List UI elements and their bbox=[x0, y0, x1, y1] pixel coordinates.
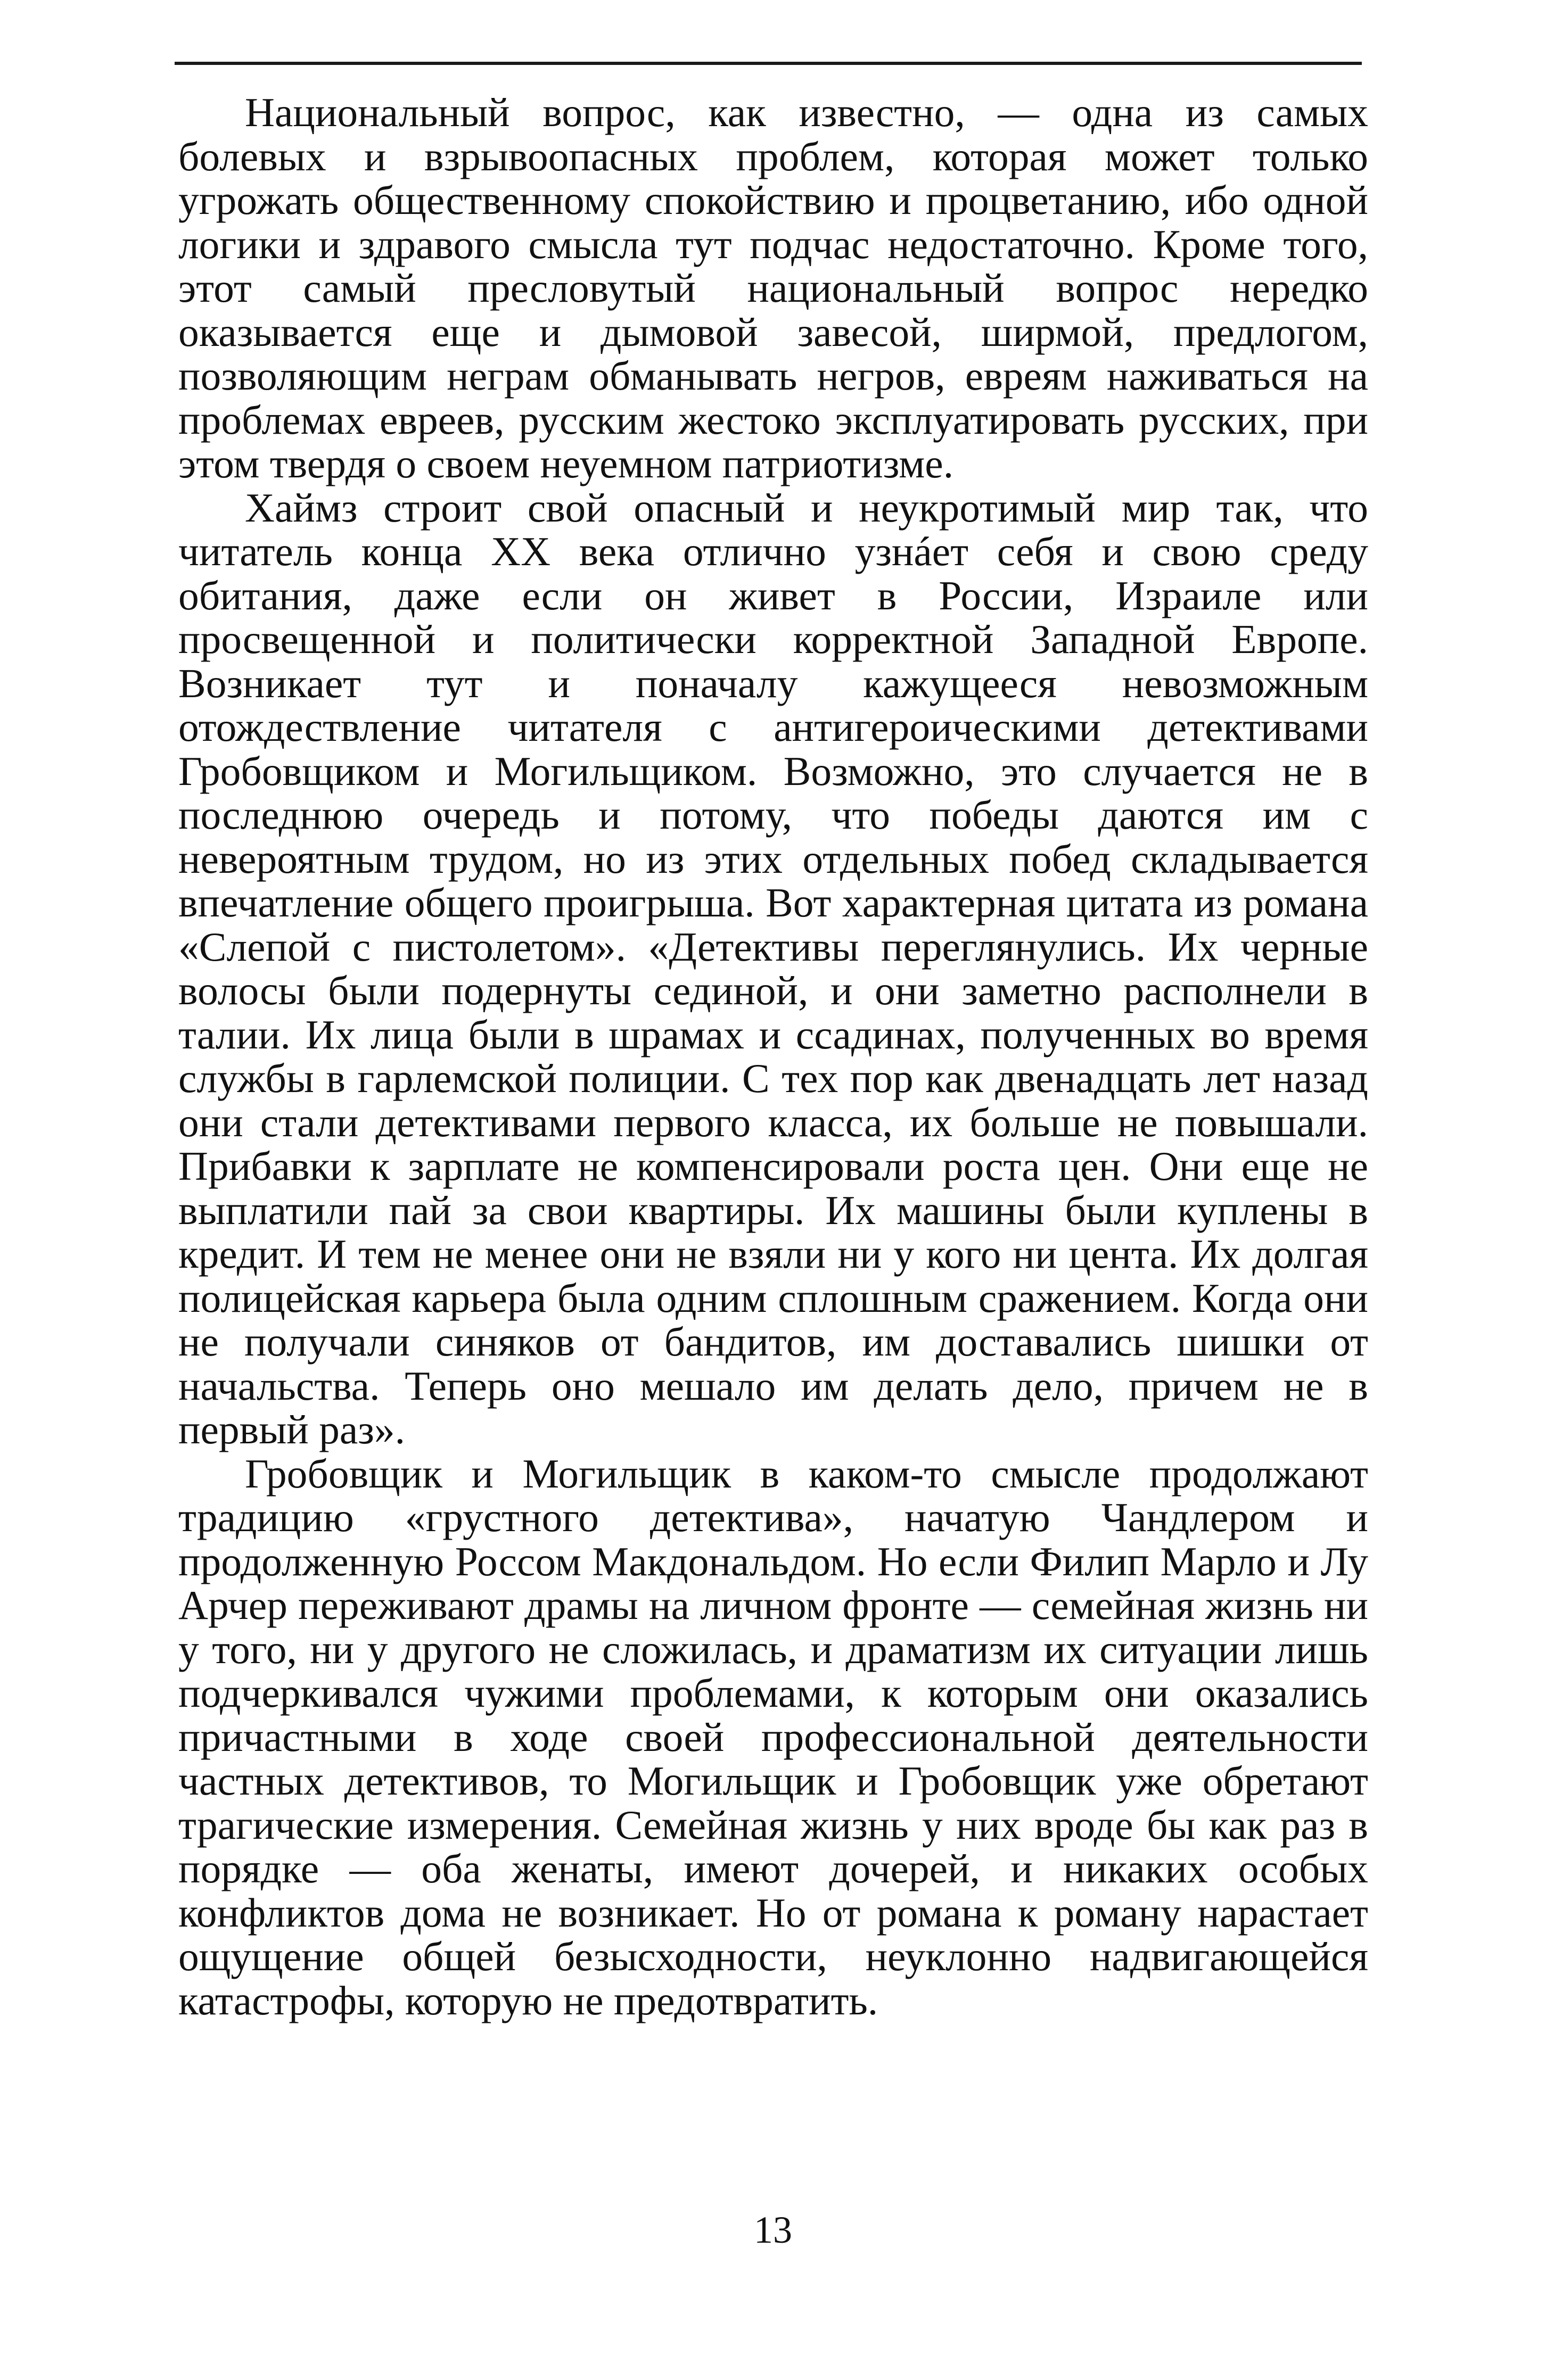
paragraph-1: Национальный вопрос, как известно, — одна из самых болевых и взрывоопасных проблем, которая может только угрожать общественному спокойствию и процветанию, ибо одной логики и здравого смысла тут подчас недостаточно. Кроме того, этот самый пресловутый национальный вопрос нередко оказывается еще и дымовой завесой, ширмой, предлогом, позволяющим неграм обманывать негров, евреям наживаться на проблемах евреев, русским жестоко эксплуатировать русских, при этом твердя о своем неуемном патриотизме. bbox=[178, 89, 1368, 486]
body-text bbox=[178, 90, 1368, 2022]
paragraph-3: Гробовщик и Могильщик в каком-то смысле продолжают традицию «грустного детектива», начатую Чандлером и продолженную Россом Макдональдом. Но если Филип Марло и Лу Арчер переживают драмы на личном фронте — семейная жизнь ни у того, ни у другого не сложилась, и драматизм их ситуации лишь подчеркивался чужими проблемами, к которым они оказались причастными в ходе своей профессиональной деятельности частных детективов, то Могильщик и Гробовщик уже обретают трагические измерения. Семейная жизнь у них вроде бы как раз в порядке — оба женаты, имеют дочерей, и никаких особых конфликтов дома не возникает. Но от романа к роману нарастает ощущение общей безысходности, неуклонно надвигающейся катастрофы, которую не предотвратить. bbox=[178, 1450, 1368, 2023]
page-number: 13 bbox=[754, 2209, 792, 2251]
top-rule bbox=[175, 62, 1362, 65]
paragraph-2: Хаймз строит свой опасный и неукротимый мир так, что читатель конца XX века отлично узнáет себя и свою среду обитания, даже если он живет в России, Израиле или просвещенной и политически корректной Западной Европе. Возникает тут и поначалу кажущееся невозможным отождествление читателя с антигероическими детективами Гробовщиком и Могильщиком. Возможно, это случается не в последнюю очередь и потому, что победы даются им с невероятным трудом, но из этих отдельных побед складывается впечатление общего проигрыша. Вот характерная цитата из романа «Слепой с пистолетом». «Детективы переглянулись. Их черные волосы были подернуты сединой, и они заметно располнели в талии. Их лица были в шрамах и ссадинах, полученных во время службы в гарлемской полиции. С тех пор как двенадцать лет назад они стали детективами первого класса, их больше не повышали. Прибавки к зарплате не компенсировали роста цен. Они еще не выплатили пай за свои квартиры. Их машины были куплены в кредит. И тем не менее они не взяли ни у кого ни цента. Их долгая полицейская карьера была одним сплошным сражением. Когда они не получали синяков от бандитов, им доставались шишки от начальства. Теперь оно мешало им делать дело, причем не в первый раз». bbox=[178, 484, 1368, 1452]
